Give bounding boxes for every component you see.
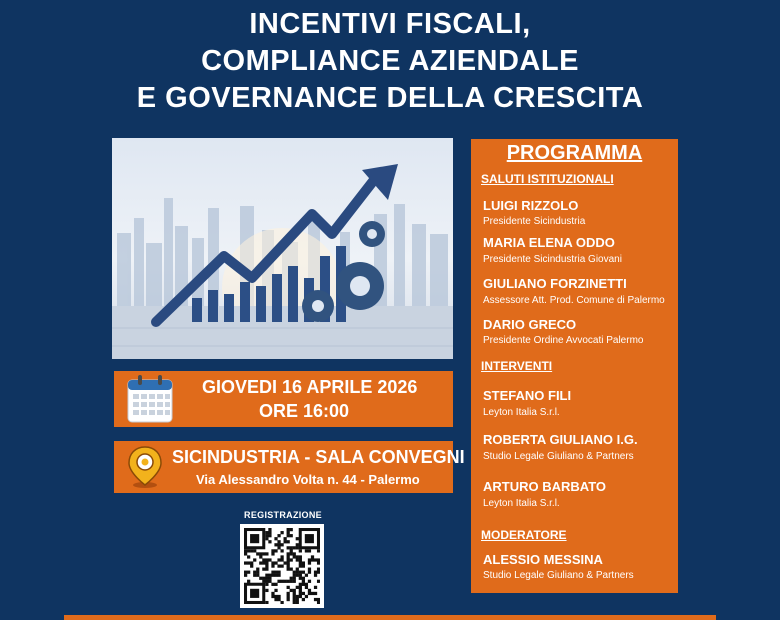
speaker-name: GIULIANO FORZINETTI (483, 276, 627, 291)
speaker-name: DARIO GRECO (483, 317, 577, 332)
title-line-1: INCENTIVI FISCALI, (249, 8, 531, 40)
title-line-2: COMPLIANCE AZIENDALE (201, 45, 579, 77)
section-interventi: INTERVENTI (481, 359, 553, 373)
map-pin-icon (126, 445, 164, 489)
event-date-box (114, 371, 453, 427)
speaker-role: Presidente Sicindustria (483, 216, 586, 227)
event-time: ORE 16:00 (259, 401, 350, 421)
speaker-role: Leyton Italia S.r.l. (483, 407, 560, 418)
speaker-role: Presidente Ordine Avvocati Palermo (483, 335, 644, 346)
event-venue: SICINDUSTRIA - SALA CONVEGNI (172, 447, 465, 467)
speaker-role: Studio Legale Giuliano & Partners (483, 451, 634, 462)
section-moderatore: MODERATORE (481, 528, 567, 542)
title-line-3: E GOVERNANCE DELLA CRESCITA (136, 82, 644, 114)
speaker-role: Assessore Att. Prod. Comune di Palermo (483, 295, 665, 306)
event-venue-box (114, 441, 465, 493)
speaker-name: ARTURO BARBATO (483, 479, 607, 494)
program-title: PROGRAMMA (506, 142, 643, 164)
speaker-name: ROBERTA GIULIANO I.G. (483, 432, 638, 447)
speaker-name: STEFANO FILI (483, 388, 572, 403)
bottom-accent-bar (64, 615, 716, 620)
poster-title (0, 6, 780, 117)
speaker-role: Studio Legale Giuliano & Partners (483, 570, 634, 581)
speaker-role: Presidente Sicindustria Giovani (483, 254, 622, 265)
qr-code-icon[interactable] (240, 524, 324, 608)
event-address: Via Alessandro Volta n. 44 - Palermo (196, 472, 420, 487)
calendar-icon (126, 374, 174, 424)
program-panel (471, 139, 678, 593)
section-saluti: SALUTI ISTITUZIONALI (481, 172, 614, 186)
speaker-name: MARIA ELENA ODDO (483, 235, 615, 250)
event-date: GIOVEDI 16 APRILE 2026 (202, 377, 418, 397)
registration-label: REGISTRAZIONE (244, 510, 322, 520)
speaker-role: Leyton Italia S.r.l. (483, 498, 560, 509)
speaker-name: ALESSIO MESSINA (483, 552, 603, 567)
speaker-name: LUIGI RIZZOLO (483, 198, 579, 213)
growth-chart-illustration (112, 138, 453, 359)
